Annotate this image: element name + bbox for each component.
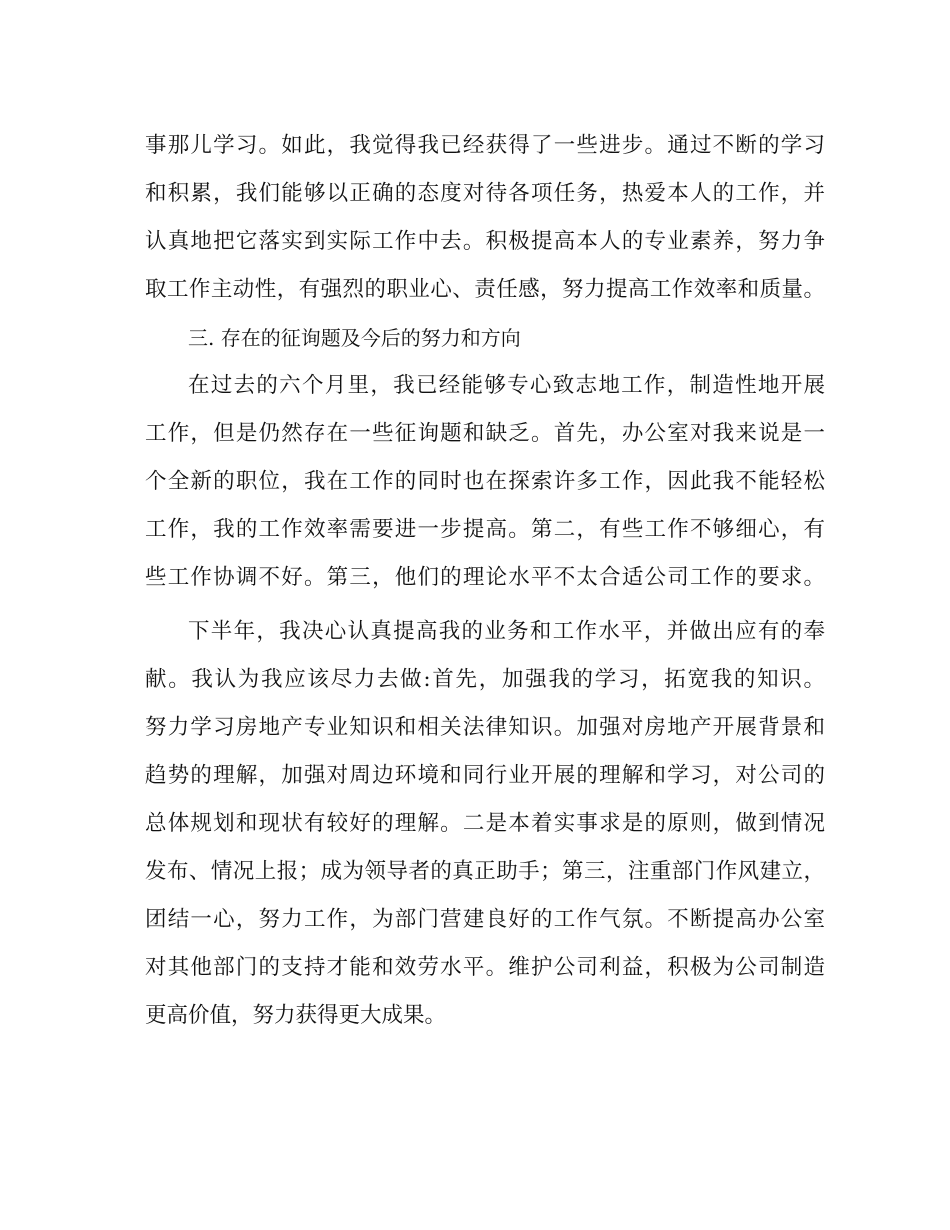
paragraph-3-line-6: 发布、情况上报；成为领导者的真正助手；第三，注重部门作风建立，	[145, 859, 825, 884]
paragraph-3-line-9: 更高价值，努力获得更大成果。	[145, 1003, 447, 1028]
paragraph-3-line-8: 对其他部门的支持才能和效劳水平。维护公司利益，积极为公司制造	[145, 955, 825, 980]
paragraph-3-line-4: 趋势的理解，加强对周边环境和同行业开展的理解和学习，对公司的	[145, 763, 825, 788]
paragraph-3-line-2: 献。我认为我应该尽力去做:首先，加强我的学习，拓宽我的知识。	[145, 667, 825, 692]
paragraph-2-line-3: 个全新的职位，我在工作的同时也在探索许多工作，因此我不能轻松	[145, 469, 825, 494]
paragraph-1-line-4: 取工作主动性，有强烈的职业心、责任感，努力提高工作效率和质量。	[145, 277, 825, 302]
paragraph-3-line-1: 下半年，我决心认真提高我的业务和工作水平，并做出应有的奉	[188, 619, 825, 644]
paragraph-1-line-3: 认真地把它落实到实际工作中去。积极提高本人的专业素养，努力争	[145, 229, 825, 254]
paragraph-2-line-1: 在过去的六个月里，我已经能够专心致志地工作，制造性地开展	[188, 373, 825, 398]
section-heading: 三. 存在的征询题及今后的努力和方向	[188, 326, 521, 350]
paragraph-3-line-7: 团结一心，努力工作，为部门营建良好的工作气氛。不断提高办公室	[145, 907, 825, 932]
paragraph-1-line-2: 和积累，我们能够以正确的态度对待各项任务，热爱本人的工作，并	[145, 181, 825, 206]
paragraph-3-line-3: 努力学习房地产专业知识和相关法律知识。加强对房地产开展背景和	[145, 715, 825, 740]
paragraph-3-line-5: 总体规划和现状有较好的理解。二是本着实事求是的原则，做到情况	[145, 811, 825, 836]
paragraph-2-line-5: 些工作协调不好。第三，他们的理论水平不太合适公司工作的要求。	[145, 565, 825, 590]
paragraph-1-line-1: 事那儿学习。如此，我觉得我已经获得了一些进步。通过不断的学习	[145, 133, 825, 158]
paragraph-2-line-4: 工作，我的工作效率需要进一步提高。第二，有些工作不够细心，有	[145, 517, 825, 542]
document-body	[145, 122, 825, 1040]
paragraph-2-line-2: 工作，但是仍然存在一些征询题和缺乏。首先，办公室对我来说是一	[145, 421, 825, 446]
